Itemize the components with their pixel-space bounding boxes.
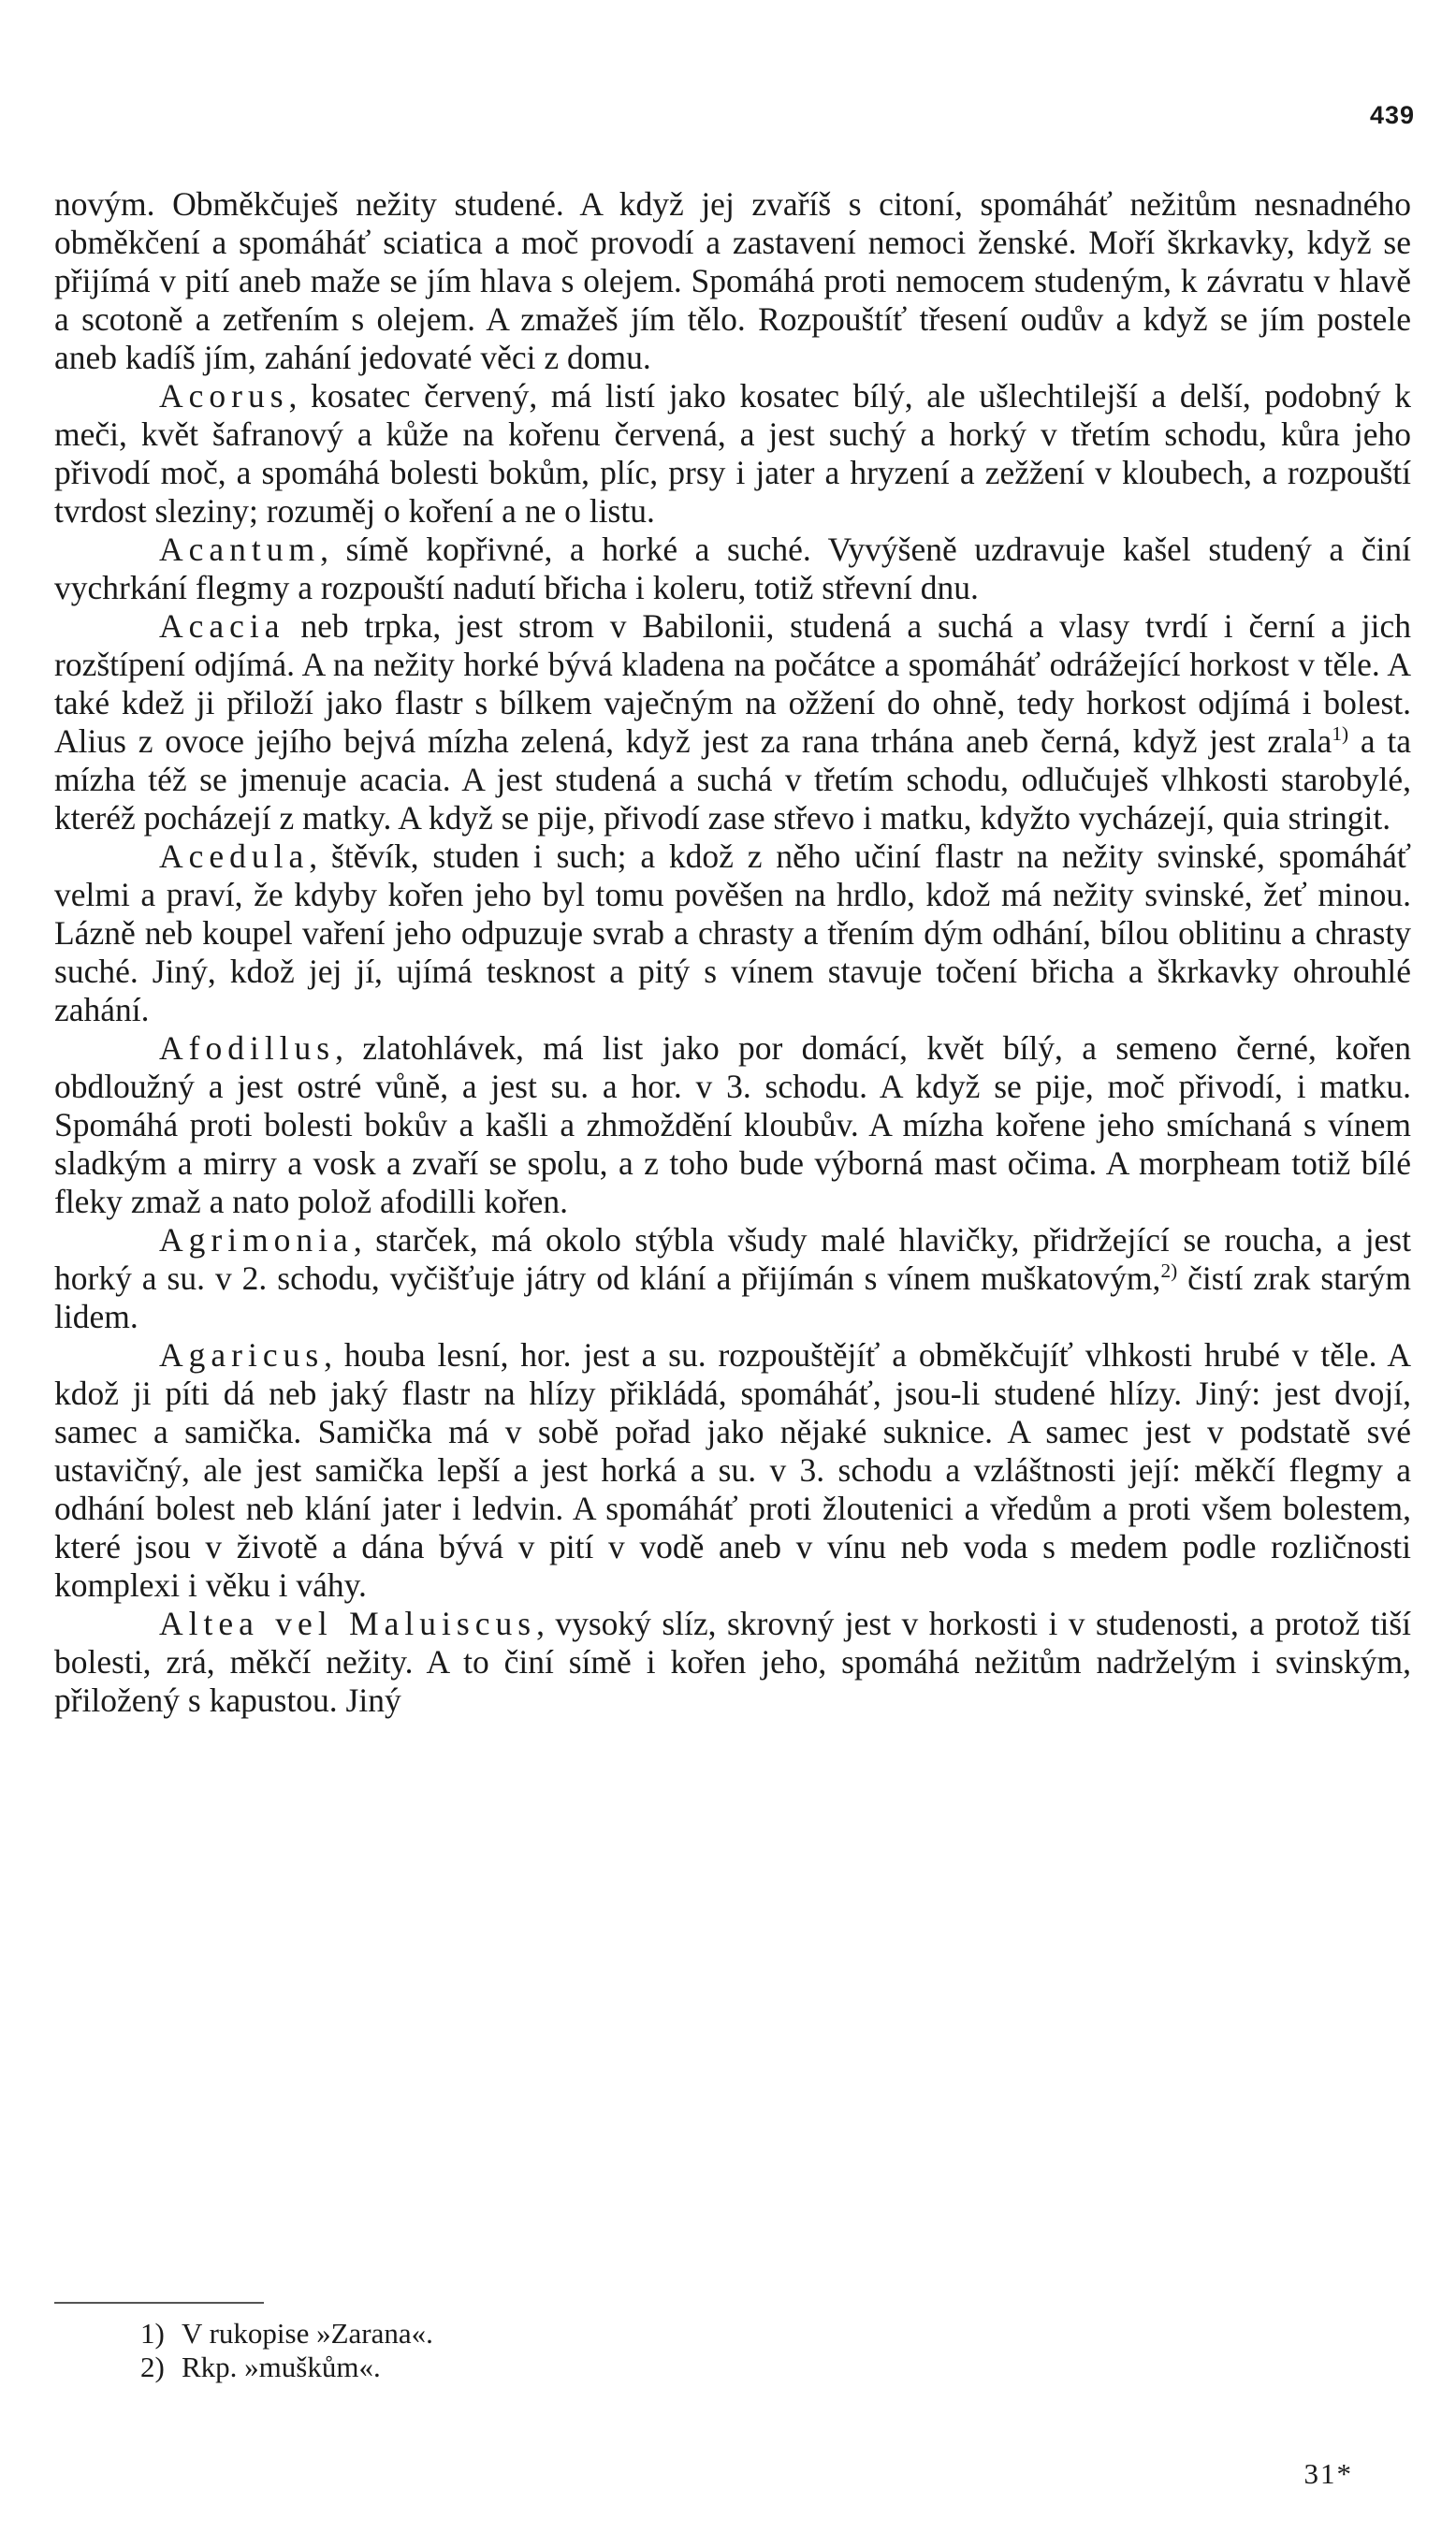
paragraph-text: , zlatohlávek, má list jako por domácí, květ bílý, a semeno černé, kořen obdloužný a jest ostré vůně, a jest su. a hor. v 3. schodu. A když se pije, moč přivodí, i matku. Spomáhá proti bolesti bokův a kašli a zhmoždění kloubův. A mízha kořene jeho smíchaná s vínem sladkým a mirry a vosk a zvaří se spolu, a z toho bude výborná mast očima. A morpheam totiž bílé fleky zmaž a nato polož afodilli kořen. (54, 1029, 1411, 1220)
entry-term: Agrimonia (159, 1221, 354, 1259)
paragraph-text: , kosatec červený, má listí jako kosatec bílý, ale ušlechtilejší a delší, podobný k meči, květ šafranový a kůže na kořenu červená, a jest suchý a horký v třetím schodu, kůra jeho přivodí moč, a spomáhá bolesti bokům, plíc, prsy i jater a hryzení a zežžení v kloubech, a rozpouští tvrdost sleziny; rozuměj o koření a ne o listu. (54, 377, 1411, 530)
entry-term: Acedula (159, 837, 310, 875)
footnote-mark: 1) (140, 2317, 165, 2350)
paragraph-text: novým. Obměkčuješ nežity studené. A když jej zvaříš s citoní, spomáháť nežitům nesnadného obměkčení a spomáháť sciatica a moč provodí a zastavení nemoci ženské. Moří škrkavky, když se přijímá v pití aneb maže se jím hlava s olejem. Spomáhá proti nemocem studeným, k závratu v hlavě a scotoně a zetřením s olejem. A zmažeš jím tělo. Rozpouštíť třesení oudův a když se jím postele aneb kadíš jím, zahání jedovaté věci z domu. (54, 185, 1411, 376)
entry-term: Acacia (159, 607, 285, 645)
entry-term: Altea vel Maluiscus (159, 1605, 537, 1642)
footnote-item (140, 2317, 433, 2351)
footnote-item (140, 2351, 433, 2384)
paragraph-acantum (54, 531, 1411, 607)
paragraph-text-continued: a ta mízha též se jmenuje acacia. A jest studená a suchá v třetím schodu, odlučuješ vlhkosti starobylé, kteréž pocházejí z matky. A když se pije, přivodí zase střevo i matku, kdyžto vycházejí, quia stringit. (54, 722, 1411, 837)
paragraph-agaricus (54, 1336, 1411, 1605)
paragraph-text-continued: čistí zrak starým lidem. (54, 1259, 1411, 1335)
entry-term: Acantum (159, 531, 321, 568)
footnote-text: V rukopise »Zarana«. (182, 2317, 433, 2350)
paragraph-altea (54, 1605, 1411, 1720)
paragraph-text: , vysoký slíz, skrovný jest v horkosti i v studenosti, a protož tiší bolesti, zrá, měkčí nežity. A to činí símě i kořen jeho, spomáhá nežitům nadrželým i svinským, přiložený s kapustou. Jiný (54, 1605, 1411, 1719)
footnote-text: Rkp. »muškům«. (182, 2351, 381, 2383)
paragraph-acorus (54, 377, 1411, 531)
page-number: 439 (1369, 101, 1415, 129)
entry-term: Agaricus (159, 1336, 325, 1374)
paragraph-text: , štěvík, studen i such; a kdož z něho učiní flastr na nežity svinské, spomáháť velmi a praví, že kdyby kořen jeho byl tomu pověšen na hrdlo, kdož má nežity svinské, žeť minou. Lázně neb koupel vaření jeho odpuzuje svrab a chrasty a třením dým odhání, bílou oblitinu a chrasty suché. Jiný, kdož jej jí, ujímá tesknost a pitý s vínem stavuje točení břicha a škrkavky ohrouhlé zahání. (54, 837, 1411, 1028)
footnote-reference: 2) (1160, 1259, 1178, 1283)
entry-term: Acorus (159, 377, 289, 415)
footnote-reference: 1) (1332, 722, 1349, 746)
paragraph-text: , starček, má okolo stýbla všudy malé hlavičky, přidržející se roucha, a jest horký a su. v 2. schodu, vyčišťuje játry od klání a přijímán s vínem muškatovým, (54, 1221, 1411, 1297)
footnote-divider (54, 2302, 264, 2304)
paragraph-text: neb trpka, jest strom v Babilonii, studená a suchá a vlasy tvrdí i černí a jich rozštípení odjímá. A na nežity horké bývá kladena na počátce a spomáháť odrážející horkost v těle. A také kdež ji přiloží jako flastr s bílkem vaječným na ožžení do ohně, tedy horkost odjímá i bolest. Alius z ovoce jejího bejvá mízha zelená, když jest za rana trhána aneb černá, když jest zrala (54, 607, 1411, 760)
paragraph-acacia (54, 607, 1411, 837)
paragraph (54, 185, 1411, 377)
paragraph-acedula (54, 837, 1411, 1029)
printer-signature: 31* (1303, 2457, 1353, 2490)
paragraph-afodillus (54, 1029, 1411, 1221)
footnotes (140, 2317, 433, 2384)
entry-term: Afodillus (159, 1029, 336, 1067)
paragraph-text: , houba lesní, hor. jest a su. rozpouštějíť a obměkčujíť vlhkosti hrubé v těle. A kdož ji píti dá neb jaký flastr na hlízy přikládá, spomáháť, jsou-li studené hlízy. Jiný: jest dvojí, samec a samička. Samička má v sobě pořad jako nějaké suknice. A samec jest v podstatě své ustavičný, ale jest samička lepší a jest horká a su. v 3. schodu a vzláštnosti její: měkčí flegmy a odhání bolest neb klání jater i ledvin. A spomáháť proti žloutenici a vředům a proti všem bolestem, které jsou v životě a dána bývá v pití v vodě aneb v vínu neb voda s medem podle rozličnosti komplexi i věku i váhy. (54, 1336, 1411, 1604)
main-text (54, 185, 1411, 1720)
paragraph-agrimonia (54, 1221, 1411, 1336)
paragraph-text: , símě kopřivné, a horké a suché. Vyvýšeně uzdravuje kašel studený a činí vychrkání flegmy a rozpouští nadutí břicha i koleru, totiž střevní dnu. (54, 531, 1411, 606)
footnote-mark: 2) (140, 2351, 165, 2383)
